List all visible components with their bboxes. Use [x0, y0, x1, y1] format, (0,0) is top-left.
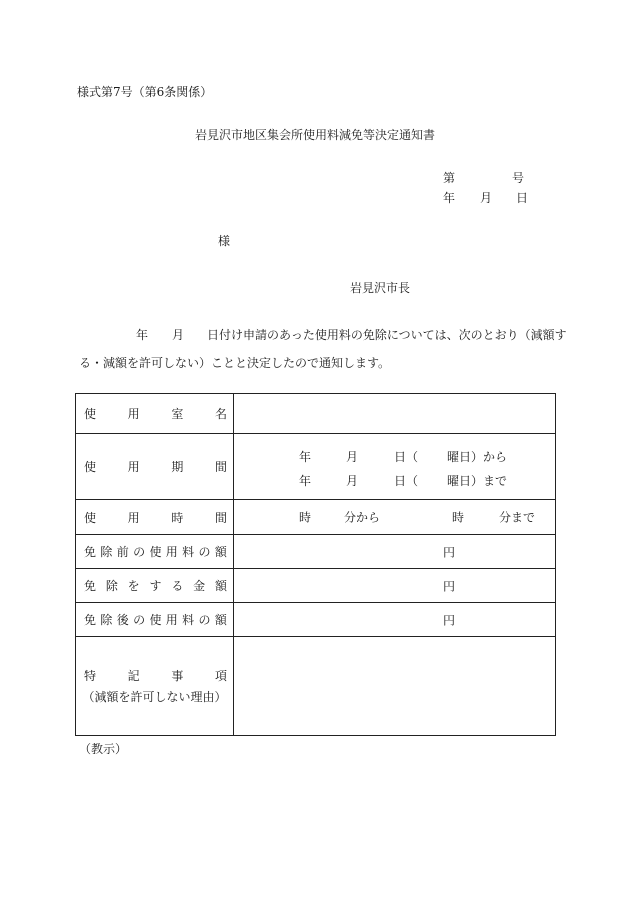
date-day: 日: [516, 191, 529, 205]
sender-name: 岩見沢市長: [350, 281, 411, 295]
notes-sub-label: （減額を許可しない理由）: [82, 690, 227, 704]
body-line1: 日付け申請のあった使用料の免除については、次のとおり（減額す: [207, 328, 567, 342]
period-from-year: 年: [299, 450, 312, 464]
exempt-label: 免 除 を す る 金 額: [76, 569, 234, 603]
period-to-day: 日（: [394, 474, 419, 488]
body-month: 月: [172, 328, 185, 342]
exempt-yen-unit: 円: [443, 579, 456, 593]
period-to-weekday: 曜日）まで: [447, 474, 508, 488]
table-row-room: [76, 394, 556, 434]
period-from-day: 日（: [394, 450, 419, 464]
table-row-notes: [76, 637, 556, 736]
table-row-exempt: [76, 569, 556, 603]
period-from-weekday: 曜日）から: [447, 450, 508, 464]
form-number: 様式第7号（第6条関係）: [77, 85, 213, 99]
table-row-time: [76, 500, 556, 535]
room-label: 使 用 室 名: [76, 394, 234, 434]
body-year: 年: [136, 328, 149, 342]
date-year: 年: [443, 191, 456, 205]
room-value-cell[interactable]: [234, 394, 556, 434]
before-label: 免 除 前 の 使 用 料 の 額: [76, 535, 234, 569]
period-to-year: 年: [299, 474, 312, 488]
notes-value-cell[interactable]: [234, 637, 556, 736]
time-start-minute: 分から: [344, 510, 381, 525]
teaching-heading: （教示）: [79, 742, 128, 756]
time-end-hour: 時: [452, 510, 465, 525]
period-from-month: 月: [346, 450, 359, 464]
table-row-after: [76, 603, 556, 637]
page-title: 岩見沢市地区集会所使用料減免等決定通知書: [194, 128, 435, 142]
addressee-suffix: 様: [218, 234, 231, 248]
time-end-minute: 分まで: [499, 510, 536, 525]
body-line2: る・減額を許可しない）ことと決定したので通知します。: [79, 356, 391, 370]
period-label: 使 用 期 間: [76, 434, 234, 500]
period-value-cell[interactable]: [234, 434, 556, 500]
after-yen-unit: 円: [443, 613, 456, 627]
exempt-value-cell[interactable]: [234, 569, 556, 603]
date-month: 月: [480, 191, 493, 205]
doc-number-suffix: 号: [512, 171, 525, 185]
doc-number-prefix: 第: [443, 171, 456, 185]
after-label: 免 除 後 の 使 用 料 の 額: [76, 603, 234, 637]
time-start-hour: 時: [299, 510, 312, 525]
time-value-cell[interactable]: [234, 500, 556, 535]
time-label: 使 用 時 間: [76, 500, 234, 535]
notes-label: 特 記 事 項 （減額を許可しない理由）: [76, 637, 234, 736]
period-to-month: 月: [346, 474, 359, 488]
before-yen-unit: 円: [443, 545, 456, 559]
after-value-cell[interactable]: [234, 603, 556, 637]
table-row-before: [76, 535, 556, 569]
decision-table: [75, 393, 556, 736]
table-row-period: [76, 434, 556, 500]
before-value-cell[interactable]: [234, 535, 556, 569]
